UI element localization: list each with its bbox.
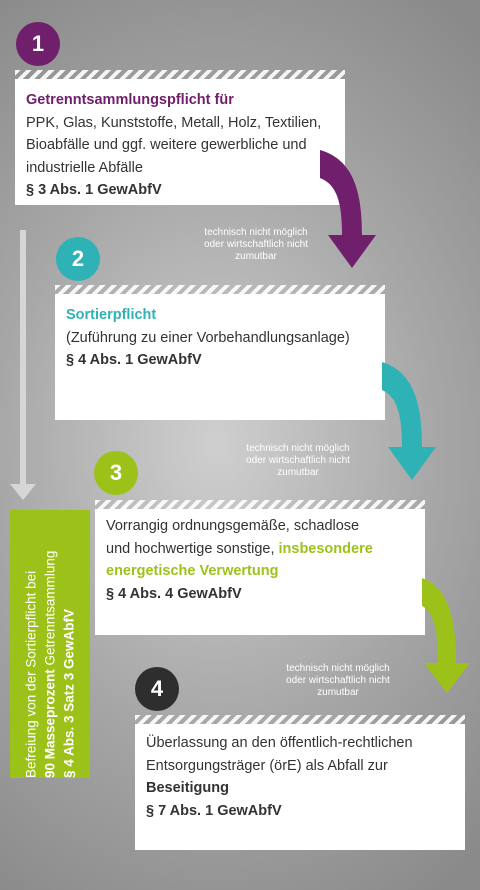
step-2-stripe (55, 285, 385, 294)
step-1-stripe (15, 70, 345, 79)
step-1-number: 1 (31, 31, 45, 56)
step-2-body-line: (Zuführung zu einer Vorbehandlungsanlage) (66, 329, 350, 346)
step-3-badge (94, 451, 138, 495)
note-2-line: technisch nicht möglich (246, 443, 350, 454)
step-3-box (95, 509, 425, 635)
note-1 (196, 227, 316, 263)
step-1-body-line: Bioabfälle und ggf. weitere gewerbliche und (26, 137, 307, 153)
step-4-line: Entsorgungsträger (örE) als Abfall zur (146, 757, 388, 774)
note-1-line: zumutbar (235, 251, 277, 262)
note-2 (238, 443, 358, 479)
note-1-line: oder wirtschaftlich nicht (204, 239, 308, 250)
step-3-line (106, 538, 414, 561)
note-2-line: zumutbar (277, 467, 319, 478)
step-1-reference: § 3 Abs. 1 GewAbfV (26, 182, 162, 198)
step-4-reference: § 7 Abs. 1 GewAbfV (146, 802, 282, 819)
step-1-body-line: PPK, Glas, Kunststoffe, Metall, Holz, Textilien, (26, 114, 322, 131)
step-3-stripe (95, 500, 425, 509)
step-2-badge (56, 237, 100, 281)
note-1-line: technisch nicht möglich (204, 227, 308, 238)
step-3-line-text: und hochwertige sonstige, (106, 540, 279, 557)
exemption-bold: 90 Masseprozent (42, 669, 58, 778)
exemption-bar (10, 510, 90, 778)
exemption-arrow-line (20, 230, 26, 486)
step-2-box (55, 294, 385, 420)
arrow-3-to-4 (400, 578, 480, 703)
exemption-reference: § 4 Abs. 3 Satz 3 GewAbfV (61, 608, 77, 778)
step-1-box (15, 79, 345, 205)
note-3 (278, 663, 398, 699)
step-4-bold-line: Beseitigung (146, 780, 229, 796)
exemption-arrow-head (10, 484, 36, 500)
step-3-number: 3 (109, 460, 123, 485)
step-3-line: Vorrangig ordnungsgemäße, schadlose (106, 518, 360, 534)
step-3-highlight-line: energetische Verwertung (106, 563, 279, 579)
note-3-line: technisch nicht möglich (286, 663, 390, 674)
step-4-badge (135, 667, 179, 711)
note-2-line: oder wirtschaftlich nicht (246, 455, 350, 466)
note-3-line: zumutbar (317, 687, 359, 698)
exemption-text (22, 510, 79, 778)
exemption-line-text: Getrenntsammlung (42, 550, 58, 670)
step-4-stripe (135, 715, 465, 724)
note-3-line: oder wirtschaftlich nicht (286, 675, 390, 686)
step-4-line: Überlassung an den öffentlich-rechtlichen (146, 735, 413, 751)
exemption-line: Befreiung von der Sortierpflicht bei (23, 570, 39, 778)
step-1-title: Getrenntsammlungspflicht für (26, 92, 234, 108)
step-2-reference: § 4 Abs. 1 GewAbfV (66, 352, 202, 368)
step-4-box (135, 724, 465, 850)
step-2-title: Sortierpflicht (66, 307, 157, 323)
step-4-number: 4 (150, 676, 164, 701)
step-3-highlight: insbesondere (278, 540, 373, 557)
exemption-line (41, 510, 60, 778)
step-2-number: 2 (71, 246, 85, 271)
step-1-badge (16, 22, 60, 66)
step-1-body-line: industrielle Abfälle (26, 159, 143, 176)
arrow-2-to-3 (360, 362, 450, 487)
step-3-reference: § 4 Abs. 4 GewAbfV (106, 585, 242, 602)
